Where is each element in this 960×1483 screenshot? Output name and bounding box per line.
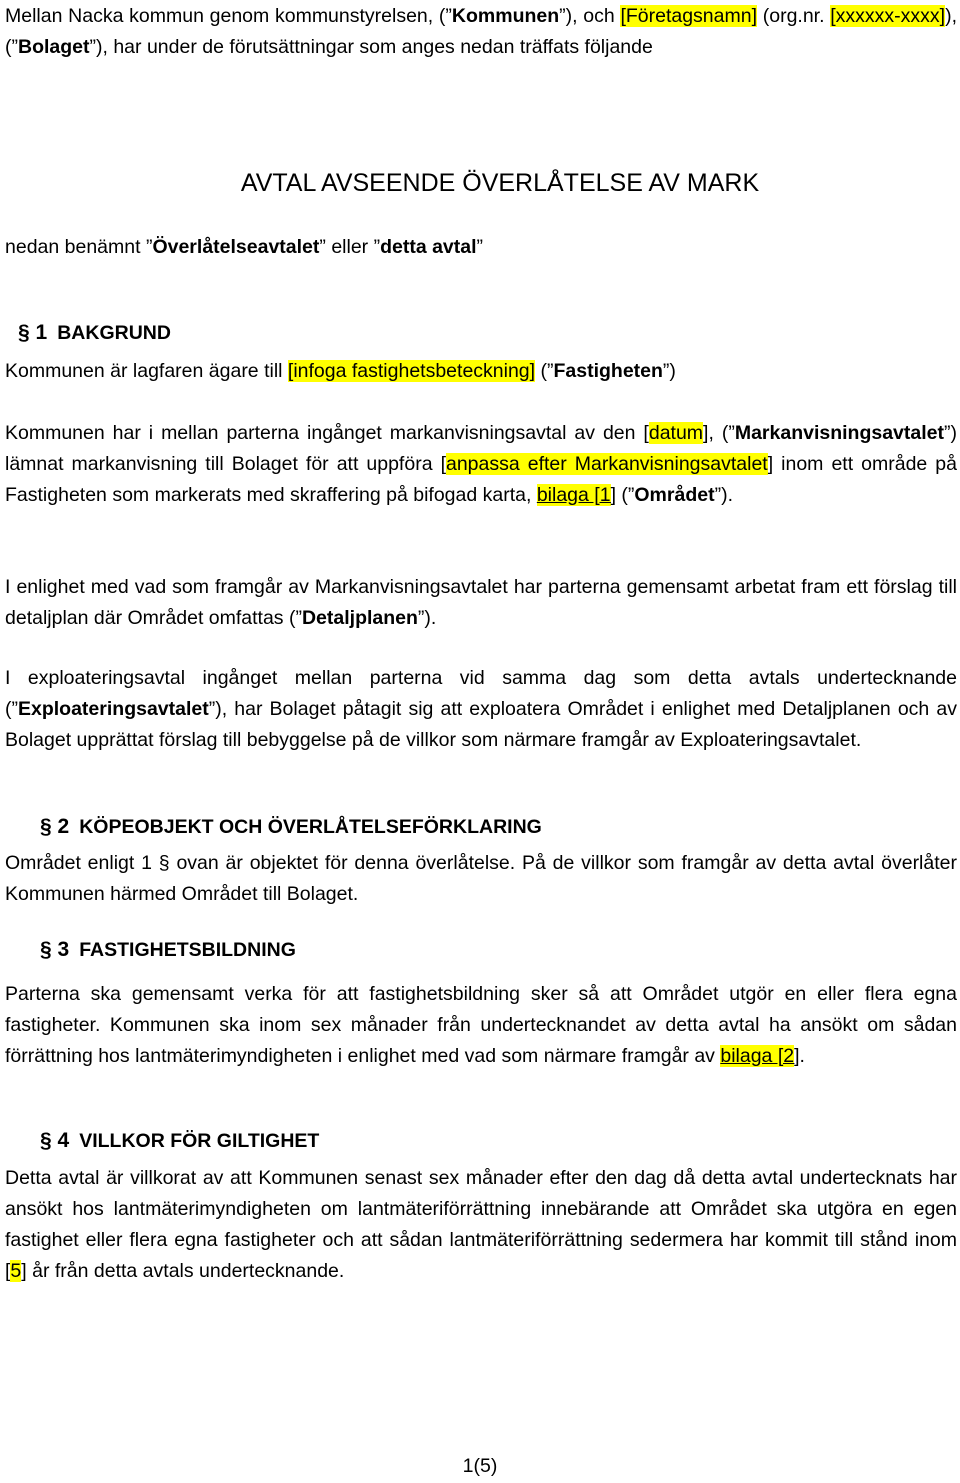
s1-paragraph-4: I exploateringsavtal ingånget mellan parterna vid samma dag som detta avtals undertecknande (”Exploateringsavtalet”), har Bolaget påtagit sig att exploatera Området i enlighet med Detaljplanen och av Bolaget upprättat förslag till bebyggelse på de villkor som närmare framgår av Exploateringsavtalet. <box>5 667 957 751</box>
subtitle-text: ” eller ” <box>319 236 381 258</box>
section-title: BAKGRUND <box>57 322 171 344</box>
section-4-heading <box>40 1125 319 1157</box>
defined-term: Överlåtelseavtalet <box>152 236 320 258</box>
page-number: 1(5) <box>462 1455 498 1477</box>
placeholder-org-number: [xxxxxx-xxxx] <box>830 5 946 27</box>
defined-term: Detaljplanen <box>301 607 418 629</box>
subtitle-text: ” <box>476 236 484 258</box>
document-subtitle <box>5 232 483 263</box>
defined-term: Markanvisningsavtalet <box>734 422 944 444</box>
defined-term: Exploateringsavtalet <box>18 698 209 720</box>
s3-paragraph: Parterna ska gemensamt verka för att fastighetsbildning sker så att Området utgör en eller flera egna fastigheter. Kommunen ska inom sex månader från undertecknandet av detta avtal ha ansökt om sådan förrättning hos lantmäterimyndigheten i enlighet med vad som närmare framgår av bilaga [2]. <box>5 983 957 1067</box>
section-1-heading <box>18 317 171 349</box>
placeholder-adapt: anpassa efter Markanvisningsavtalet <box>445 453 768 475</box>
placeholder-property-designation: [infoga fastighetsbeteckning] <box>287 360 536 382</box>
placeholder-date: datum <box>648 422 704 444</box>
s1-paragraph-2: Kommunen har i mellan parterna ingånget markanvisningsavtal av den [datum], (”Markanvisningsavtalet”) lämnat markanvisning till Bolaget för att uppföra [anpassa efter Markanvisningsavtalet] inom ett område på Fastigheten som markerats med skraffering på bifogad karta, bilaga [1] (”Området”). <box>5 422 957 506</box>
section-2-heading <box>40 811 542 843</box>
intro-text: ), (” <box>5 5 957 58</box>
s4-paragraph: Detta avtal är villkorat av att Kommunen senast sex månader efter den dag då detta avtal undertecknats har ansökt hos lantmäterimyndigheten om lantmäteriförrättning innebärande att Området ska utgöra en egen fastighet eller flera egna fastigheter och att sådan lantmäteriförrättning sedermera har kommit till stånd inom [5] år från detta avtals undertecknande. <box>5 1167 957 1282</box>
s1-paragraph-1: Kommunen är lagfaren ägare till [infoga fastighetsbeteckning] (”Fastigheten”) <box>5 360 676 382</box>
section-title: KÖPEOBJEKT OCH ÖVERLÅTELSEFÖRKLARING <box>79 816 542 838</box>
section-title: VILLKOR FÖR GILTIGHET <box>79 1130 320 1152</box>
intro-text: Mellan Nacka kommun genom kommunstyrelsen, (” <box>5 5 452 27</box>
section-3-heading <box>40 934 296 966</box>
section-symbol: § 3 <box>40 938 70 961</box>
placeholder-years: 5 <box>10 1260 22 1282</box>
section-symbol: § 4 <box>40 1129 70 1152</box>
party-kommunen: Kommunen <box>451 5 560 27</box>
s1-paragraph-3: I enlighet med vad som framgår av Markanvisningsavtalet har parterna gemensamt arbetat fram ett förslag till detaljplan där Området omfattas (”Detaljplanen”). <box>5 576 957 629</box>
intro-text: ”), har under de förutsättningar som anges nedan träffats följande <box>89 36 653 58</box>
intro-paragraph <box>5 1 957 63</box>
document-title: AVTAL AVSEENDE ÖVERLÅTELSE AV MARK <box>240 169 760 197</box>
defined-term: Området <box>634 484 715 506</box>
section-title: FASTIGHETSBILDNING <box>79 939 296 961</box>
intro-text: (org.nr. <box>757 5 831 27</box>
s2-paragraph: Området enligt 1 § ovan är objektet för denna överlåtelse. På de villkor som framgår av detta avtal överlåter Kommunen härmed Området till Bolaget. <box>5 852 957 905</box>
section-symbol: § 2 <box>40 815 70 838</box>
appendix-reference: bilaga [1 <box>536 484 611 506</box>
section-symbol: § 1 <box>18 321 48 344</box>
placeholder-company-name: [Företagsnamn] <box>620 5 758 27</box>
appendix-reference: bilaga [2 <box>720 1045 795 1067</box>
defined-term: detta avtal <box>380 236 477 258</box>
subtitle-text: nedan benämnt ” <box>5 236 153 258</box>
intro-text: ”), och <box>559 5 621 27</box>
defined-term: Fastigheten <box>553 360 663 382</box>
party-bolaget: Bolaget <box>18 36 90 58</box>
